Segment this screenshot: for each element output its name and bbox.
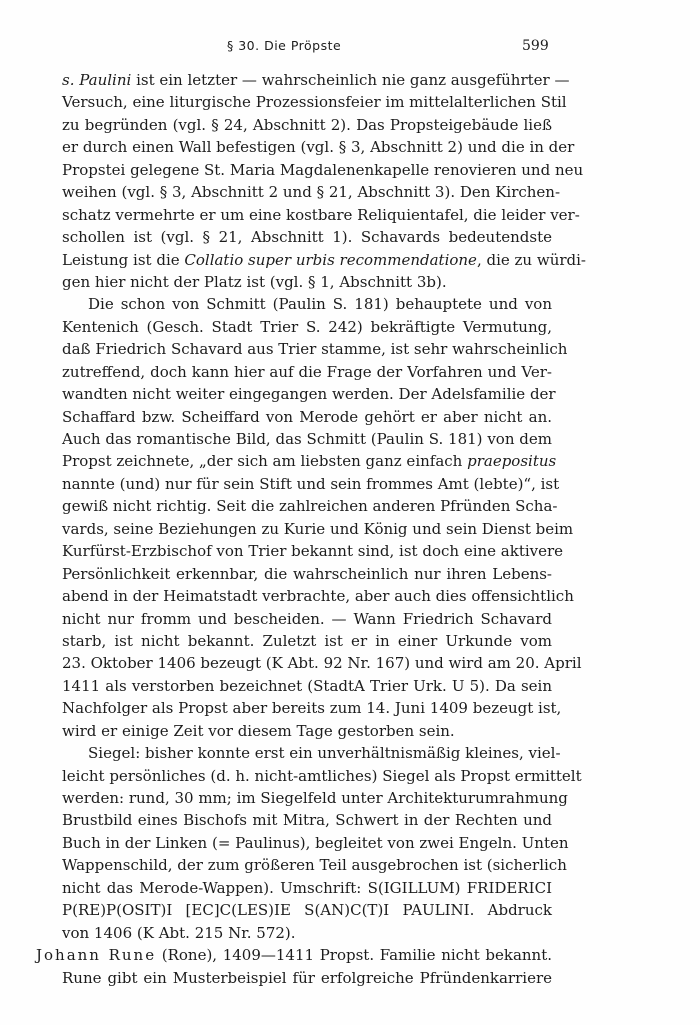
text-line xyxy=(62,428,552,450)
text-segment: Buch in der Linken (= Paulinus), begleitet von zwei Engeln. Unten xyxy=(62,833,569,852)
italic-text: Collatio super urbis recommendatione xyxy=(184,250,477,269)
text-segment: Propstei gelegene St. Maria Magdalenenkapelle renovieren und neu xyxy=(62,160,584,179)
text-line xyxy=(62,854,567,876)
text-segment: 1411 als verstorben bezeichnet (StadtA Trier Urk. U 5). Da sein xyxy=(62,676,552,695)
text-line xyxy=(62,922,552,944)
text-segment: wird er einige Zeit vor diesem Tage gestorben sein. xyxy=(62,721,455,740)
text-segment: Brustbild eines Bischofs mit Mitra, Schwert in der Rechten und xyxy=(62,811,552,830)
text-line xyxy=(62,361,552,383)
text-line xyxy=(62,675,552,697)
text-line xyxy=(62,406,552,428)
text-segment: P(RE)P(OSIT)I [EC]C(LES)IE S(AN)C(T)I PAULINI. Abdruck xyxy=(62,901,552,920)
text-line xyxy=(62,765,582,787)
text-segment: starb, ist nicht bekannt. Zuletzt ist er in einer Urkunde vom xyxy=(62,631,552,650)
text-segment: leicht persönliches (d. h. nicht-amtliches) Siegel als Propst ermittelt xyxy=(62,766,582,785)
italic-text: s. Paulini xyxy=(62,71,132,89)
text-segment: zutreffend, doch kann hier auf die Frage der Vorfahren und Ver- xyxy=(62,362,552,381)
text-segment: Versuch, eine liturgische Prozessionsfeier im mittelalterlichen Stil xyxy=(62,93,567,112)
text-line xyxy=(62,742,561,764)
text-line xyxy=(62,338,568,360)
text-line xyxy=(62,967,552,989)
text-line xyxy=(62,608,552,630)
text-line xyxy=(62,316,552,338)
text-line xyxy=(62,563,552,585)
text-line xyxy=(36,944,552,966)
text-line xyxy=(62,495,558,517)
text-segment: Kentenich (Gesch. Stadt Trier S. 242) bekräftigte Vermutung, xyxy=(62,317,552,336)
text-line xyxy=(62,271,552,293)
text-segment: abend in der Heimatstadt verbrachte, aber auch dies offensichtlich xyxy=(62,587,574,606)
text-segment: nannte (und) nur für sein Stift und sein frommes Amt (lebte)“, ist xyxy=(62,474,560,493)
text-segment: gewiß nicht richtig. Seit die zahlreichen anderen Pfründen Scha- xyxy=(62,497,558,516)
text-segment: er durch einen Wall befestigen (vgl. § 3, Abschnitt 2) und die in der xyxy=(62,138,575,157)
text-line xyxy=(62,652,582,674)
text-segment: Leistung ist die xyxy=(62,250,185,269)
text-segment: nicht das Merode-Wappen). Umschrift: S(IGILLUM) FRIDERICI xyxy=(62,878,552,897)
text-segment: von 1406 (K Abt. 215 Nr. 572). xyxy=(62,923,296,942)
text-segment: weihen (vgl. § 3, Abschnitt 2 und § 21, Abschnitt 3). Den Kirchen- xyxy=(62,183,561,202)
text-line xyxy=(62,293,552,315)
text-segment: werden: rund, 30 mm; im Siegelfeld unter Architekturumrahmung xyxy=(62,789,568,807)
text-segment: Siegel: bisher konnte erst ein unverhältnismäßig kleines, viel- xyxy=(88,744,561,763)
text-line xyxy=(62,136,575,158)
text-line xyxy=(62,809,552,831)
text-line xyxy=(62,697,562,719)
text-segment: Propst zeichnete, „der sich am liebsten ganz einfach xyxy=(62,452,468,471)
running-head xyxy=(0,38,700,58)
text-line xyxy=(62,877,552,899)
body-text xyxy=(36,69,586,989)
text-line xyxy=(62,249,586,271)
text-segment: wandten nicht weiter eingegangen werden. Der Adelsfamilie der xyxy=(62,385,556,404)
text-line xyxy=(62,473,560,495)
text-segment: gen hier nicht der Platz ist (vgl. § 1, Abschnitt 3b). xyxy=(62,272,447,291)
text-line xyxy=(62,114,552,136)
text-line xyxy=(62,630,552,652)
text-segment: ist ein letzter — wahrscheinlich nie ganz ausgeführter — xyxy=(131,71,570,89)
text-segment: Die schon von Schmitt (Paulin S. 181) behauptete und von xyxy=(88,295,552,314)
text-line xyxy=(62,226,552,248)
text-line xyxy=(62,832,569,854)
running-head-title: § 30. Die Pröpste xyxy=(227,38,342,53)
text-segment: Schaffard bzw. Scheiffard von Merode gehört er aber nicht an. xyxy=(62,407,552,426)
text-line xyxy=(62,518,574,540)
text-line xyxy=(62,159,584,181)
text-segment: nicht nur fromm und bescheiden. — Wann Friedrich Schavard xyxy=(62,609,552,628)
text-line xyxy=(62,899,552,921)
text-line xyxy=(62,540,564,562)
text-line xyxy=(62,69,570,91)
text-segment: daß Friedrich Schavard aus Trier stamme, ist sehr wahrscheinlich xyxy=(62,340,568,359)
text-segment: schollen ist (vgl. § 21, Abschnitt 1). Schavards bedeutendste xyxy=(62,228,552,247)
text-segment: Wappenschild, der zum größeren Teil ausgebrochen ist (sicherlich xyxy=(62,856,567,875)
text-segment: 23. Oktober 1406 bezeugt (K Abt. 92 Nr. 167) und wird am 20. April xyxy=(62,654,582,673)
text-segment: vards, seine Beziehungen zu Kurie und König und sein Dienst beim xyxy=(62,519,574,538)
text-line xyxy=(62,204,580,226)
text-line xyxy=(62,450,557,472)
italic-text: praepositus xyxy=(467,452,557,471)
text-segment: zu begründen (vgl. § 24, Abschnitt 2). Das Propsteigebäude ließ xyxy=(62,115,552,134)
text-line xyxy=(62,91,567,113)
text-line xyxy=(62,720,552,742)
text-line xyxy=(62,585,574,607)
page-number: 599 xyxy=(522,38,549,54)
text-segment: (Rone), 1409—1411 Propst. Familie nicht bekannt. xyxy=(156,946,553,965)
text-line xyxy=(62,181,561,203)
text-line xyxy=(62,383,556,405)
text-segment: Auch das romantische Bild, das Schmitt (Paulin S. 181) von dem xyxy=(62,430,552,448)
spaced-name: Johann Rune xyxy=(36,946,157,965)
text-segment: Nachfolger als Propst aber bereits zum 14. Juni 1409 bezeugt ist, xyxy=(62,699,562,718)
text-segment: , die zu würdi- xyxy=(476,250,586,269)
text-segment: schatz vermehrte er um eine kostbare Reliquientafel, die leider ver- xyxy=(62,205,580,224)
text-line xyxy=(62,787,568,809)
text-segment: Rune gibt ein Musterbeispiel für erfolgreiche Pfründenkarriere xyxy=(62,968,552,987)
text-segment: Persönlichkeit erkennbar, die wahrscheinlich nur ihren Lebens- xyxy=(62,564,552,583)
text-segment: Kurfürst-Erzbischof von Trier bekannt sind, ist doch eine aktivere xyxy=(62,542,564,561)
